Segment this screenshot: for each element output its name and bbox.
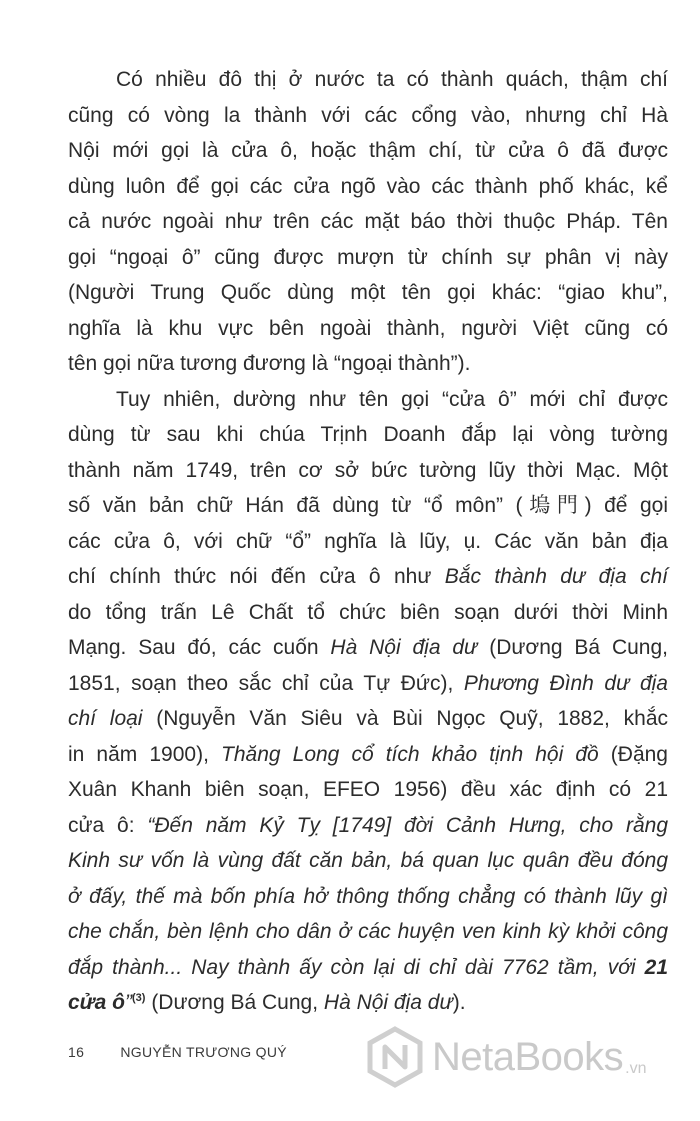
watermark-brand: NetaBooks: [432, 1034, 624, 1079]
text-run: ).: [452, 991, 466, 1014]
book-title: chí loại: [68, 707, 143, 730]
emphasis: cửa ô: [68, 991, 126, 1014]
book-title: Hà Nội địa dư: [330, 636, 478, 659]
text-line: [68, 666, 668, 702]
text-run: (Nguyễn Văn Siêu và Bùi Ngọc Quỹ, 1882, khắc: [156, 707, 669, 730]
text-line: cả nước ngoài như trên các mặt báo thời thuộc Pháp. Tên: [68, 210, 668, 233]
text-line: [68, 737, 668, 773]
quotation-line: [68, 950, 668, 986]
text-line: gọi “ngoại ô” cũng được mượn từ chính sự phân vị này: [68, 245, 668, 269]
text-line: tên gọi nữa tương đương là “ngoại thành”).: [68, 352, 471, 375]
text-line: (Người Trung Quốc dùng một tên gọi khác: “giao khu”,: [68, 281, 668, 304]
quotation-line: che chắn, bèn lệnh cho dân ở các huyện ven kinh kỳ khởi công: [68, 920, 668, 943]
text-run: chí chính thức nói đến cửa ô như: [68, 565, 432, 588]
text-line: các cửa ô, với chữ “ổ” nghĩa là lũy, ụ. Các văn bản địa: [68, 529, 668, 553]
text-line: cũng có vòng la thành với các cổng vào, nhưng chỉ Hà: [68, 103, 668, 127]
text-line: [68, 808, 668, 844]
book-title: Hà Nội địa dư: [323, 991, 453, 1014]
text-run: cửa ô:: [68, 813, 135, 837]
watermark: [364, 1022, 694, 1092]
book-title: Bắc thành dư địa chí: [444, 565, 668, 588]
quotation-run: đắp thành... Nay thành ấy còn lại di chỉ dài 7762 tầm, với: [68, 955, 636, 979]
text-run: 1851, soạn theo sắc chỉ của Tự Đức),: [68, 671, 454, 695]
text-line: nghĩa là khu vực bên ngoài thành, người Việt cũng có: [68, 316, 668, 340]
text-line: Xuân Khanh biên soạn, EFEO 1956) đều xác định có 21: [68, 778, 668, 801]
text-line: [68, 559, 668, 595]
text-line: Có nhiều đô thị ở nước ta có thành quách, thậm chí: [116, 68, 668, 91]
quotation-line: ở đấy, thế mà bốn phía hở thông thống chẳng có thành lũy gì: [68, 884, 668, 908]
text-run: in năm 1900),: [68, 742, 209, 766]
page-body: [68, 62, 668, 1021]
page-footer: [68, 1044, 287, 1060]
text-run: (Đặng: [610, 742, 668, 766]
text-run: (Dương Bá Cung,: [489, 636, 668, 659]
page-number: 16: [68, 1044, 85, 1060]
text-line: Tuy nhiên, dường như tên gọi “cửa ô” mới chỉ được: [116, 387, 668, 411]
quotation: “Đến năm Kỷ Tỵ [1749] đời Cảnh Hưng, cho rằng: [147, 813, 668, 837]
footnote-marker[interactable]: (3): [132, 992, 146, 1004]
text-line: do tổng trấn Lê Chất tổ chức biên soạn dưới thời Minh: [68, 600, 668, 624]
text-run: Mạng. Sau đó, các cuốn: [68, 636, 319, 659]
closing-quote: ”: [125, 991, 133, 1014]
text-line: thành năm 1749, trên cơ sở bức tường lũy thời Mạc. Một: [68, 458, 668, 482]
text-line: [68, 985, 668, 1021]
text-line: [68, 701, 668, 737]
book-title: Thăng Long cổ tích khảo tịnh hội đồ: [221, 742, 599, 766]
watermark-suffix: .vn: [625, 1060, 647, 1077]
text-line: số văn bản chữ Hán đã dùng từ “ổ môn” (塢門) để gọi: [68, 494, 668, 517]
author-name: NGUYỄN TRƯƠNG QUÝ: [120, 1044, 287, 1060]
quotation-line: Kinh sư vốn là vùng đất căn bản, bá quan lục quân đều đóng: [68, 849, 668, 872]
text-line: Nội mới gọi là cửa ô, hoặc thậm chí, từ cửa ô đã được: [68, 139, 668, 162]
text-line: dùng từ sau khi chúa Trịnh Doanh đắp lại vòng tường: [68, 423, 668, 446]
text-line: dùng luôn để gọi các cửa ngõ vào các thành phố khác, kể: [68, 174, 668, 198]
emphasis: 21: [644, 955, 668, 979]
text-run: (Dương Bá Cung,: [151, 991, 319, 1014]
book-title: Phương Đình dư địa: [463, 671, 668, 695]
text-line: [68, 630, 668, 666]
netabooks-logo-icon: [364, 1026, 426, 1088]
